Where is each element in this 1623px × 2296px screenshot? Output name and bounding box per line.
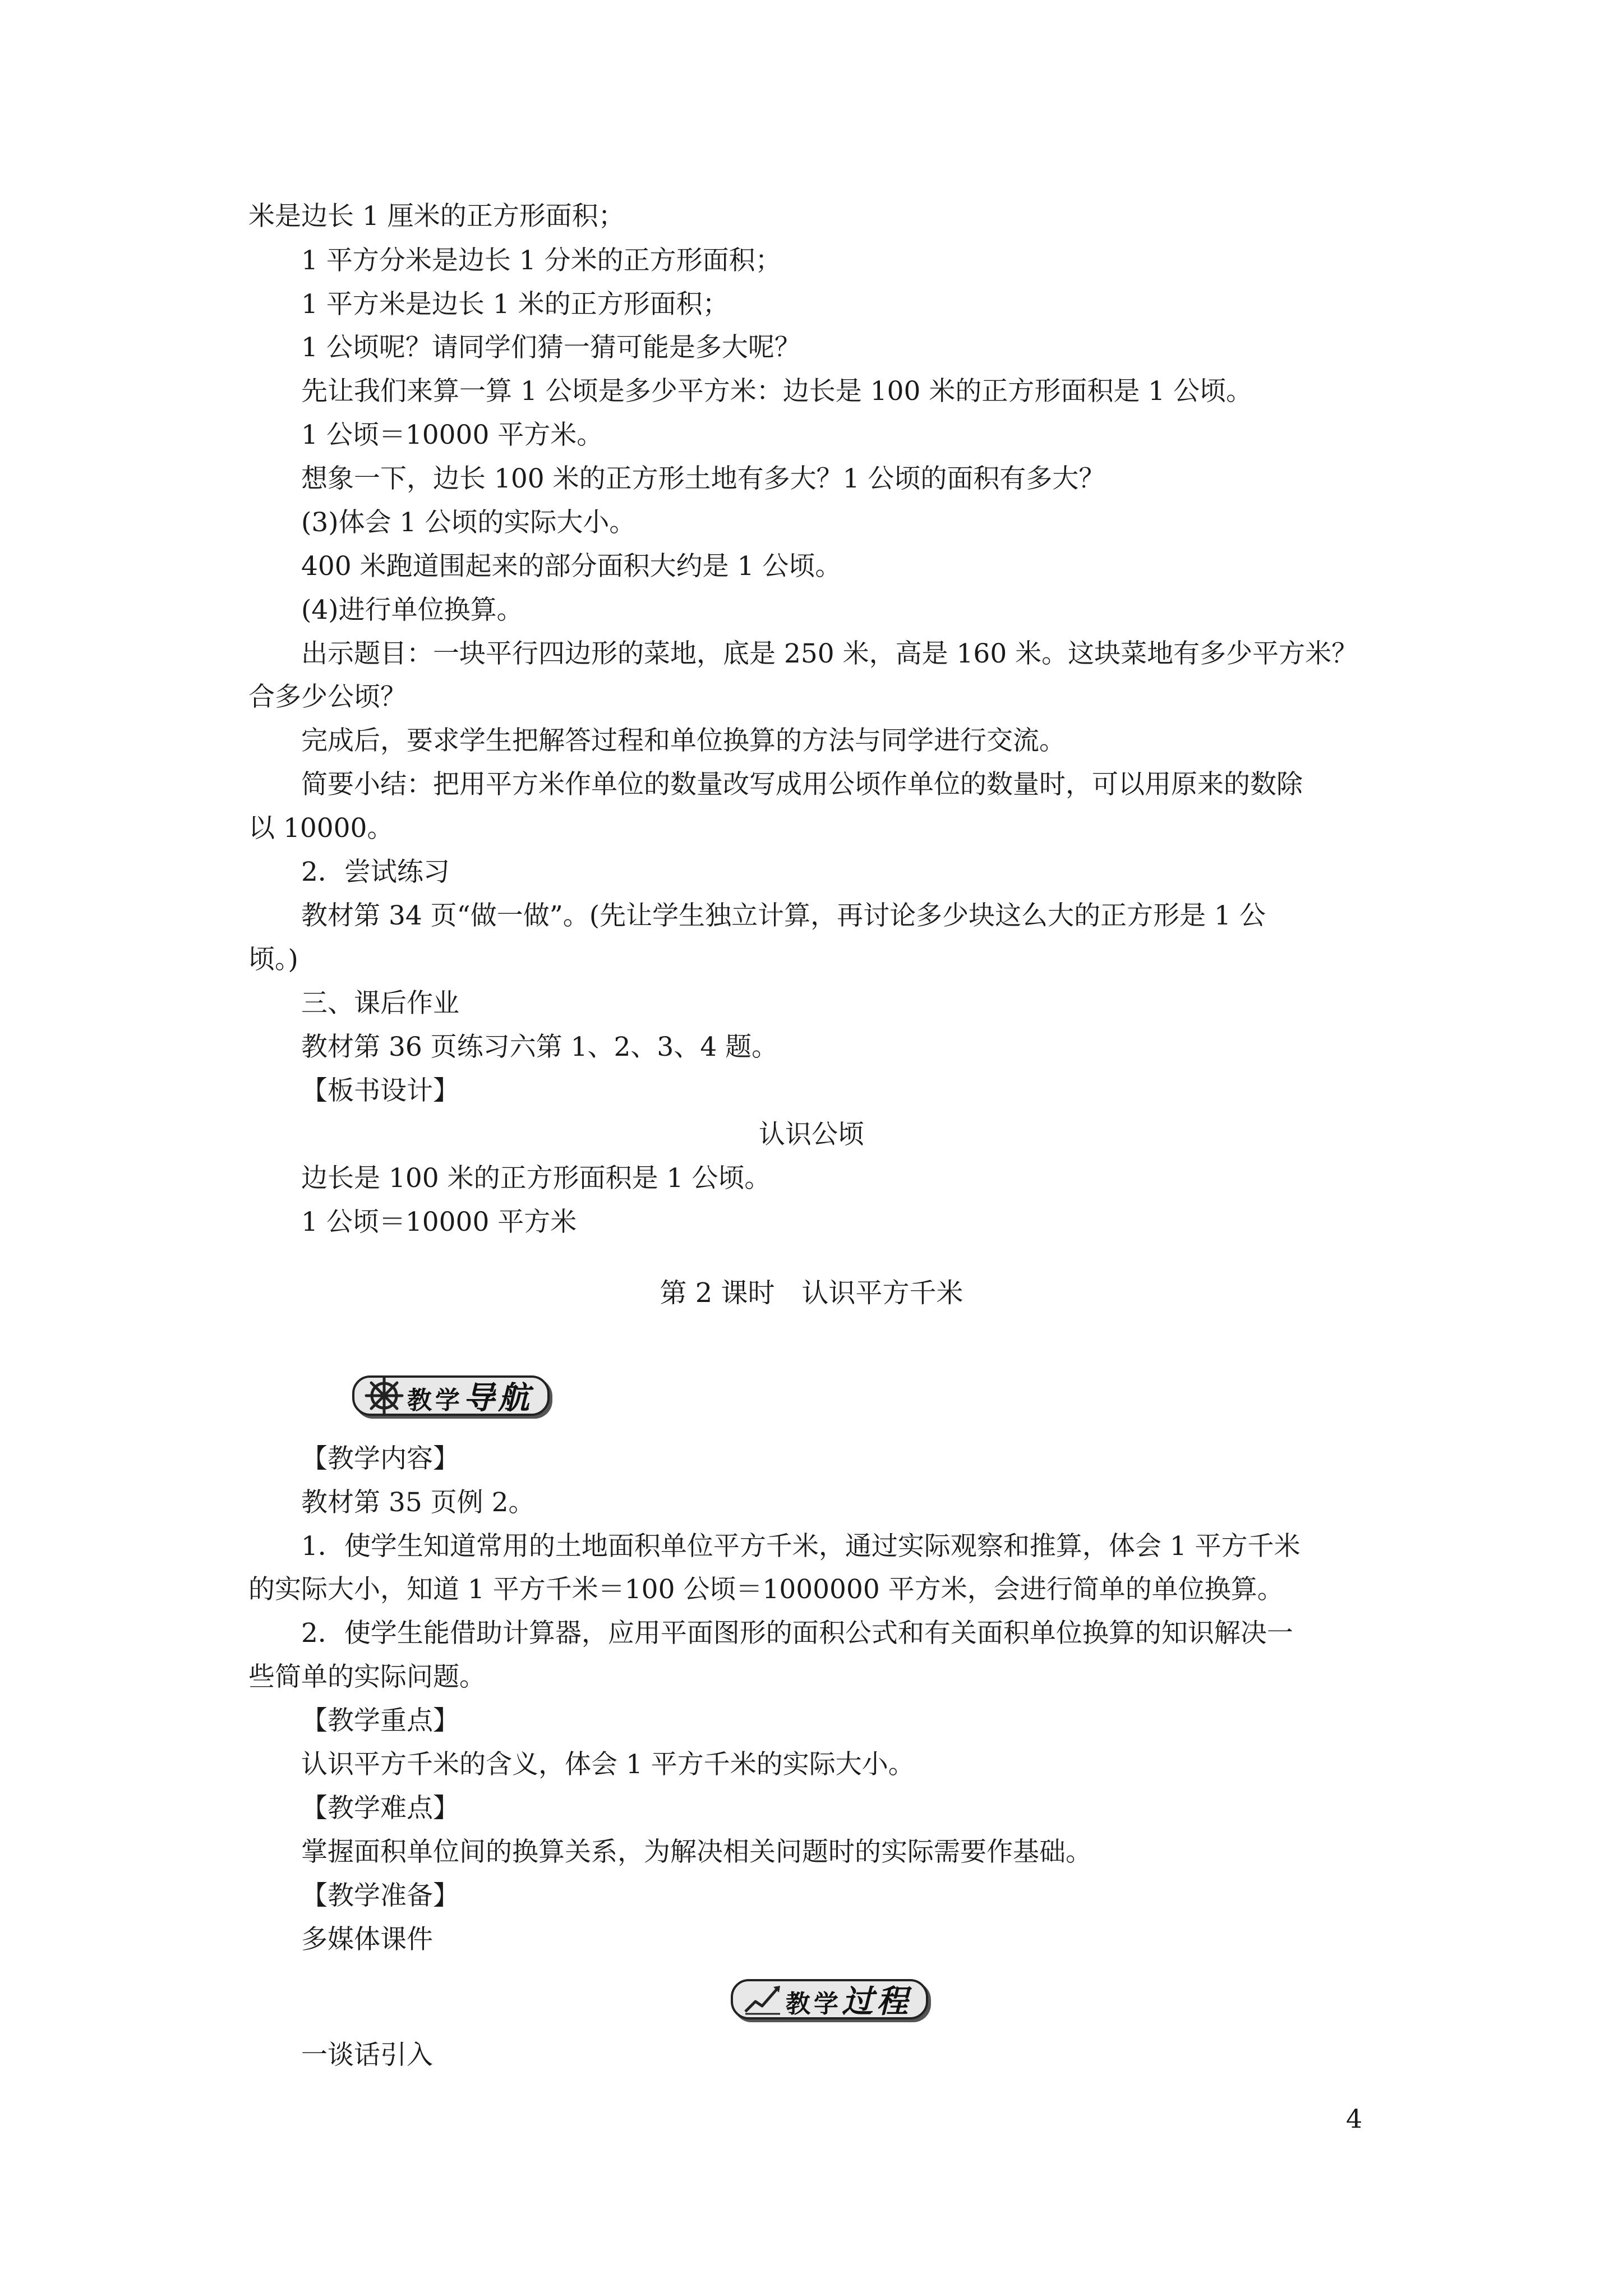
section-heading: 【教学内容】: [301, 1443, 459, 1474]
badge-text: 教学导航: [407, 1380, 533, 1416]
paragraph-line: 简要小结：把用平方米作单位的数量改写成用公顷作单位的数量时，可以用原来的数除: [301, 769, 1303, 800]
section-heading: 【教学准备】: [301, 1880, 459, 1911]
paragraph-line: 出示题目：一块平行四边形的菜地，底是 250 米，高是 160 米。这块菜地有多少平方米？: [301, 638, 1358, 669]
paragraph-line: 1 公顷＝10000 平方米: [301, 1207, 577, 1237]
paragraph-line: 些简单的实际问题。: [248, 1662, 486, 1692]
section-heading: 三、课后作业: [301, 988, 459, 1019]
paragraph-line: 教材第 36 页练习六第 1、2、3、4 题。: [301, 1032, 778, 1062]
paragraph-line: 以 10000。: [248, 813, 394, 844]
paragraph-line: 的实际大小，知道 1 平方千米＝100 公顷＝1000000 平方米，会进行简单的单位换算。: [248, 1574, 1284, 1605]
badge-text: 教学过程: [786, 1984, 911, 2020]
board-title: 认识公顷: [759, 1119, 864, 1150]
section-heading: 【教学重点】: [301, 1705, 459, 1736]
teaching-nav-badge: [352, 1372, 550, 1419]
paragraph-line: 1 公顷呢？请同学们猜一猜可能是多大呢？: [301, 332, 801, 363]
section-heading: 【教学难点】: [301, 1793, 459, 1824]
teaching-process-badge: [731, 1976, 928, 2023]
paragraph-line: 400 米跑道围起来的部分面积大约是 1 公顷。: [301, 551, 842, 582]
paragraph-line: 想象一下，边长 100 米的正方形土地有多大？1 公顷的面积有多大？: [301, 463, 1105, 494]
lesson-title: 第 2 课时 认识平方千米: [660, 1277, 963, 1309]
paragraph-line: 完成后，要求学生把解答过程和单位换算的方法与同学进行交流。: [301, 725, 1066, 756]
paragraph-line: 教材第 35 页例 2。: [301, 1487, 535, 1518]
paragraph-line: 认识平方千米的含义，体会 1 平方千米的实际大小。: [301, 1749, 915, 1780]
paragraph-line: 1 平方米是边长 1 米的正方形面积；: [301, 289, 729, 320]
paragraph-line: 1 公顷＝10000 平方米。: [301, 420, 603, 450]
paragraph-line: 教材第 34 页“做一做”。(先让学生独立计算，再讨论多少块这么大的正方形是 1 公: [301, 900, 1266, 931]
ship-wheel-icon: [365, 1376, 404, 1415]
paragraph-line: 2．使学生能借助计算器，应用平面图形的面积公式和有关面积单位换算的知识解决一: [301, 1618, 1293, 1649]
paragraph-line: 多媒体课件: [301, 1924, 433, 1955]
paragraph-line: 先让我们来算一算 1 公顷是多少平方米：边长是 100 米的正方形面积是 1 公顷。: [301, 376, 1253, 407]
paragraph-line: 边长是 100 米的正方形面积是 1 公顷。: [301, 1163, 771, 1194]
paragraph-line: 一谈话引入: [301, 2040, 433, 2070]
paragraph-line: 米是边长 1 厘米的正方形面积；: [248, 201, 625, 232]
page-number: 4: [1346, 2104, 1363, 2134]
paragraph-line: 掌握面积单位间的换算关系，为解决相关问题时的实际需要作基础。: [301, 1837, 1092, 1867]
paragraph-line: (4)进行单位换算。: [301, 595, 523, 625]
chart-trend-icon: [743, 1982, 782, 2016]
paragraph-line: 1．使学生知道常用的土地面积单位平方千米，通过实际观察和推算，体会 1 平方千米: [301, 1531, 1301, 1562]
paragraph-line: 合多少公顷？: [248, 682, 407, 712]
section-heading: 【板书设计】: [301, 1075, 459, 1106]
paragraph-line: 1 平方分米是边长 1 分米的正方形面积；: [301, 245, 782, 276]
paragraph-line: (3)体会 1 公顷的实际大小。: [301, 507, 636, 538]
paragraph-line: 顷。): [248, 944, 298, 975]
paragraph-line: 2．尝试练习: [301, 857, 450, 887]
